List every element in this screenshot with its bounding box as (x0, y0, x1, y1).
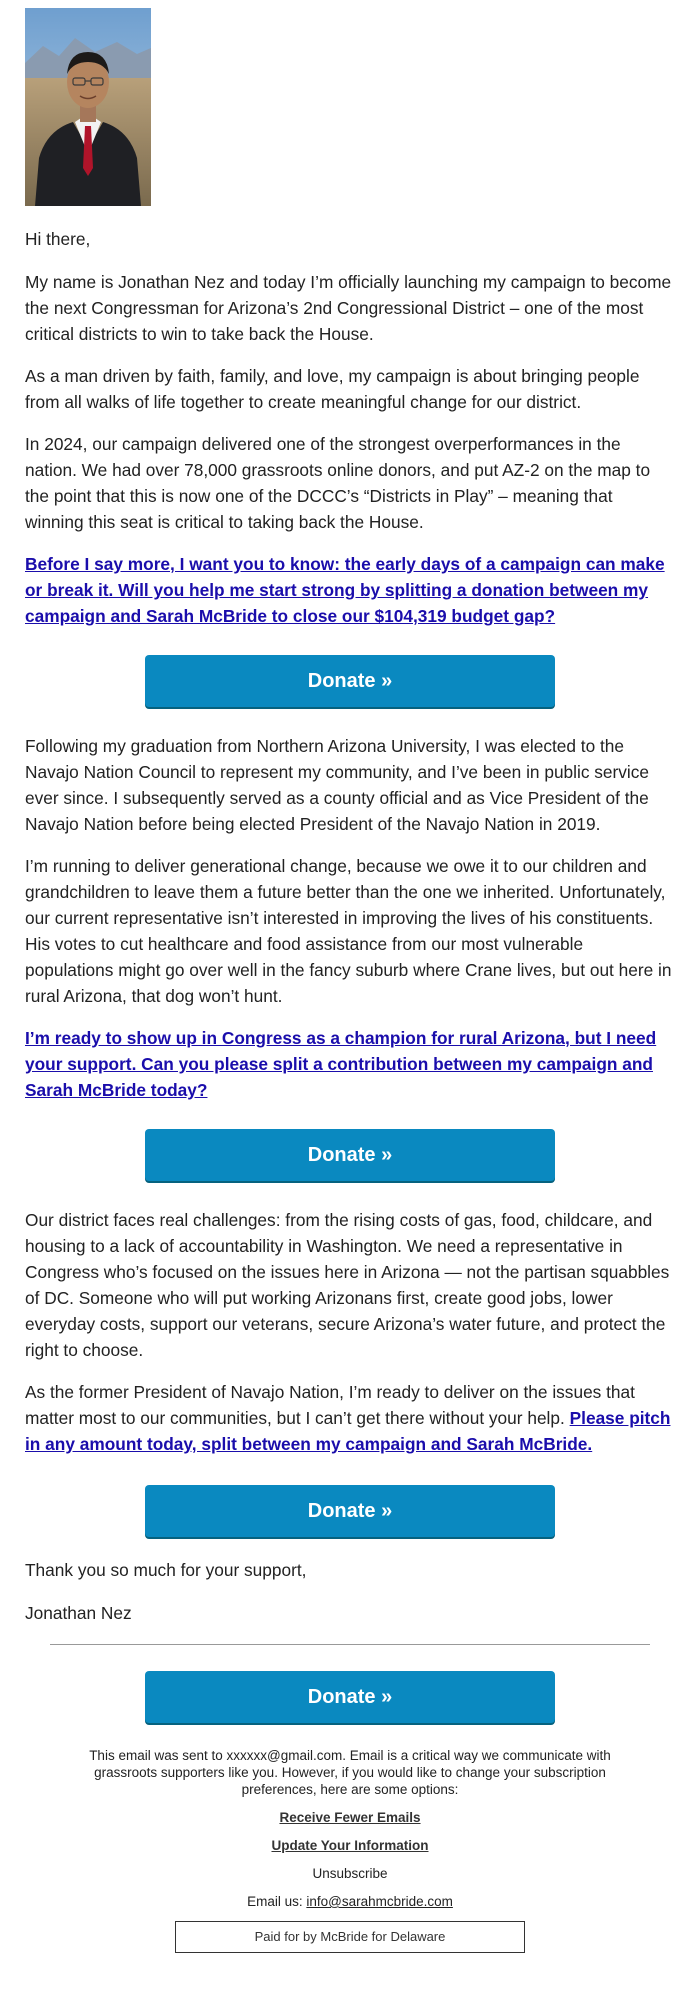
closing-paragraph (25, 1379, 675, 1457)
unsubscribe-link[interactable]: Unsubscribe (312, 1866, 388, 1881)
email-body (25, 8, 675, 1953)
donate-row-4 (25, 1671, 675, 1723)
cta-paragraph-2 (25, 1025, 675, 1103)
cta-paragraph-1 (25, 551, 675, 629)
donation-link-2[interactable]: I’m ready to show up in Congress as a champion for rural Arizona, but I need your support. Can you please split a contribution between my campaign and Sarah McBride today? (25, 1028, 657, 1100)
contact-email-link[interactable]: info@sarahmcbride.com (306, 1894, 453, 1909)
donation-link-3[interactable]: Please pitch in any amount today, split between my campaign and Sarah McBride. (25, 1408, 671, 1454)
signature: Jonathan Nez (25, 1603, 132, 1623)
candidate-photo (25, 8, 151, 206)
paid-for-disclaimer: Paid for by McBride for Delaware (175, 1921, 525, 1953)
donate-row-2 (25, 1129, 675, 1181)
challenges-paragraph: Our district faces real challenges: from the rising costs of gas, food, childcare, and housing to a lack of accountability in Washington. We need a representative in Congress who’s focused on the issues here in Arizona — not the partisan squabbles of DC. Someone who will put working Arizonans first, create good jobs, lower everyday costs, support our veterans, secure Arizona’s water future, and protect the right to choose. (25, 1210, 670, 1360)
generational-change-paragraph: I’m running to deliver generational change, because we owe it to our children and grandchildren to leave them a future better than the one we inherited. Unfortunately, our current representative isn’t interested in improving the lives of his constituents. His votes to cut healthcare and food assistance from our most vulnerable populations might go over well in the fancy suburb where Crane lives, but out here in rural Arizona, that dog won’t hunt. (25, 856, 672, 1006)
biography-paragraph: Following my graduation from Northern Arizona University, I was elected to the Navajo Nation Council to represent my community, and I’ve been in public service ever since. I subsequently served as a county official and as Vice President of the Navajo Nation before being elected President of the Navajo Nation in 2019. (25, 736, 650, 834)
donate-row-1 (25, 655, 675, 707)
divider (50, 1644, 650, 1645)
donate-button-4[interactable]: Donate » (145, 1671, 555, 1723)
email-label: Email us: (247, 1894, 307, 1909)
update-information-link[interactable]: Update Your Information (271, 1838, 429, 1853)
thanks-line: Thank you so much for your support, (25, 1560, 307, 1580)
greeting: Hi there, (25, 229, 91, 249)
receive-fewer-emails-link[interactable]: Receive Fewer Emails (279, 1810, 421, 1825)
donate-button-1[interactable]: Donate » (145, 655, 555, 707)
donation-link-1[interactable]: Before I say more, I want you to know: the early days of a campaign can make or break it. Will you help me start strong by splitting a donation between my campaign and Sarah McBride to close our $104,319 budget gap? (25, 554, 665, 626)
footer (25, 1747, 675, 1953)
closing-text: As the former President of Navajo Nation, I’m ready to deliver on the issues that matter most to our communities, but I can’t get there without your help. (25, 1382, 635, 1428)
subscription-notice: This email was sent to xxxxxx@gmail.com. Email is a critical way we communicate with grassroots supporters like you. However, if you would like to change your subscription preferences, here are some options: (89, 1748, 611, 1797)
donate-button-2[interactable]: Donate » (145, 1129, 555, 1181)
donate-row-3 (25, 1485, 675, 1537)
donate-button-3[interactable]: Donate » (145, 1485, 555, 1537)
record-paragraph: In 2024, our campaign delivered one of the strongest overperformances in the nation. We had over 78,000 grassroots online donors, and put AZ-2 on the map to the point that this is now one of the DCCC’s “Districts in Play” – meaning that winning this seat is critical to taking back the House. (25, 434, 651, 532)
contact-line (25, 1893, 675, 1910)
values-paragraph: As a man driven by faith, family, and love, my campaign is about bringing people from all walks of life together to create meaningful change for our district. (25, 366, 640, 412)
intro-paragraph: My name is Jonathan Nez and today I’m officially launching my campaign to become the next Congressman for Arizona’s 2nd Congressional District – one of the most critical districts to win to take back the House. (25, 272, 672, 344)
